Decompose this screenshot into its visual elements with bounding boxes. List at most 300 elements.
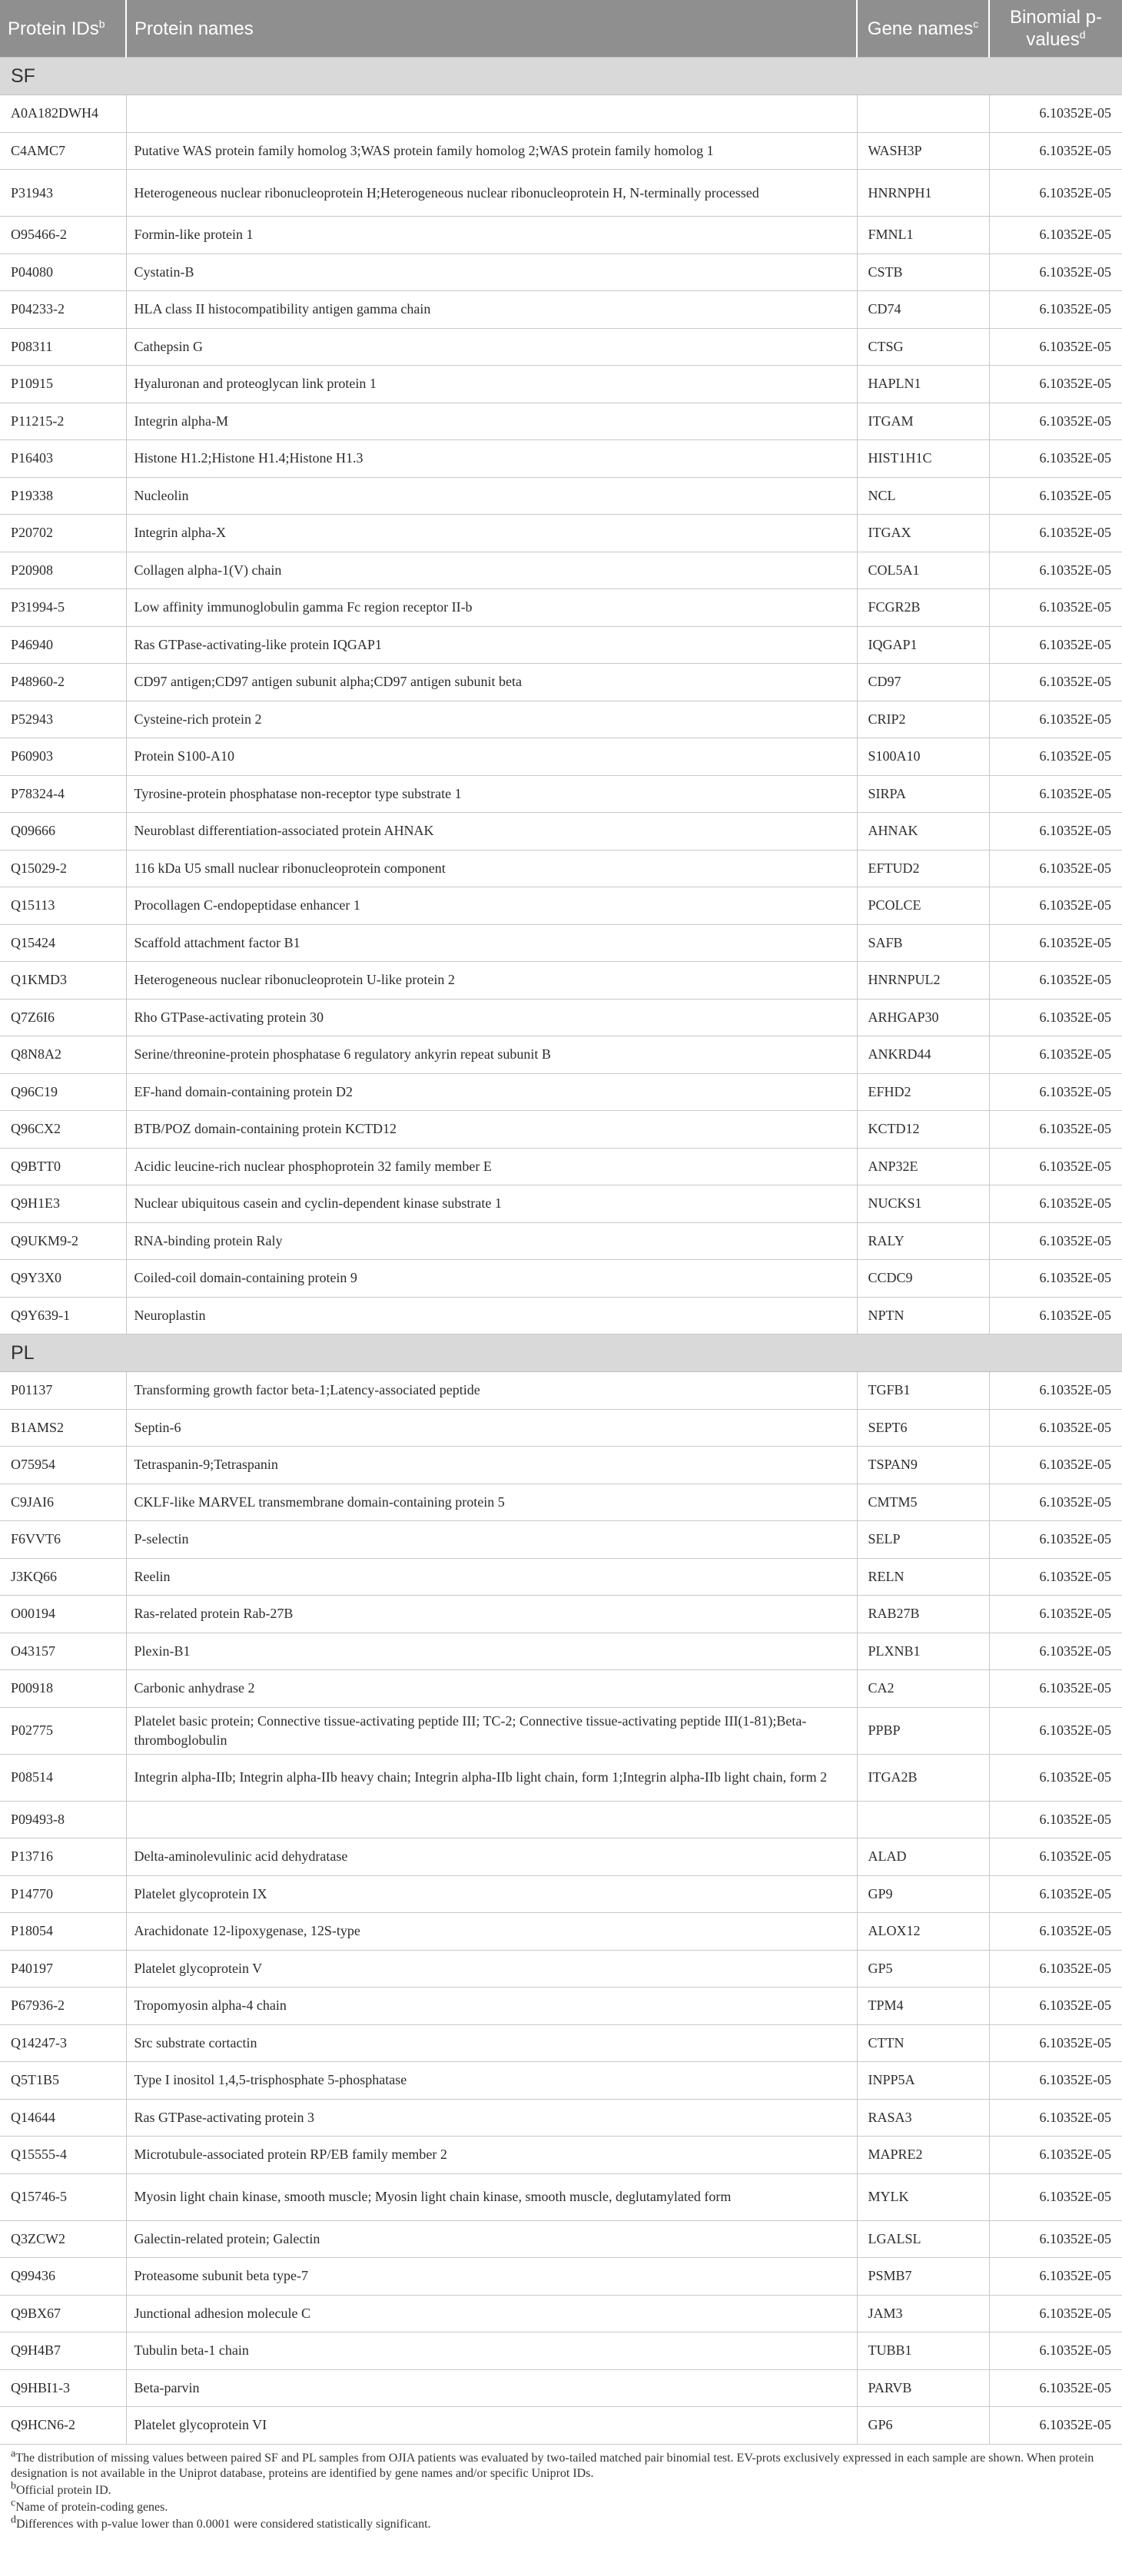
table-row xyxy=(0,1148,1122,1185)
p-value-cell: 6.10352E-05 xyxy=(989,477,1122,515)
gene-name-cell: HIST1H1C xyxy=(857,440,989,478)
header-binomial-p-values: Binomial p-values$^d$ xyxy=(989,0,1122,58)
table-row xyxy=(0,1913,1122,1951)
protein-id-cell: P04233-2 xyxy=(0,291,126,329)
p-value-cell: 6.10352E-05 xyxy=(989,1913,1122,1951)
table-row xyxy=(0,2295,1122,2332)
table-row xyxy=(0,626,1122,664)
protein-id-cell: F6VVT6 xyxy=(0,1521,126,1559)
table-row xyxy=(0,1111,1122,1149)
gene-name-cell: RASA3 xyxy=(857,2099,989,2137)
gene-name-cell: ITGAX xyxy=(857,515,989,552)
p-value-cell: 6.10352E-05 xyxy=(989,366,1122,403)
protein-id-cell: Q14247-3 xyxy=(0,2024,126,2062)
protein-id-cell: P14770 xyxy=(0,1875,126,1913)
protein-name-cell: Platelet glycoprotein IX xyxy=(126,1875,857,1913)
header-protein-ids: Protein IDs$^b$ xyxy=(0,0,126,58)
gene-name-cell: CRIP2 xyxy=(857,701,989,738)
table-row xyxy=(0,1185,1122,1223)
gene-name-cell: GP9 xyxy=(857,1875,989,1913)
footnote-mark: b xyxy=(11,2480,16,2492)
table-row xyxy=(0,1707,1122,1754)
gene-name-cell: INPP5A xyxy=(857,2062,989,2100)
p-value-cell: 6.10352E-05 xyxy=(989,1838,1122,1876)
table-row xyxy=(0,440,1122,478)
p-value-cell: 6.10352E-05 xyxy=(989,1521,1122,1559)
protein-id-cell: O43157 xyxy=(0,1633,126,1670)
p-value-cell: 6.10352E-05 xyxy=(989,2062,1122,2100)
protein-name-cell: Cystatin-B xyxy=(126,254,857,291)
table-row xyxy=(0,366,1122,403)
p-value-cell: 6.10352E-05 xyxy=(989,1297,1122,1334)
gene-name-cell: CSTB xyxy=(857,254,989,291)
table-row xyxy=(0,738,1122,776)
protein-id-cell: Q09666 xyxy=(0,813,126,850)
p-value-cell: 6.10352E-05 xyxy=(989,2258,1122,2296)
table-row xyxy=(0,2062,1122,2100)
protein-name-cell xyxy=(126,95,857,133)
footnote-text: Official protein ID. xyxy=(16,2483,111,2497)
table-row xyxy=(0,1260,1122,1298)
p-value-cell: 6.10352E-05 xyxy=(989,2332,1122,2370)
protein-id-cell: Q1KMD3 xyxy=(0,962,126,1000)
protein-id-cell: Q15113 xyxy=(0,887,126,925)
protein-id-cell: P18054 xyxy=(0,1913,126,1951)
gene-name-cell: FCGR2B xyxy=(857,589,989,627)
protein-name-cell: Junctional adhesion molecule C xyxy=(126,2295,857,2332)
gene-name-cell: ANKRD44 xyxy=(857,1036,989,1074)
gene-name-cell: KCTD12 xyxy=(857,1111,989,1149)
protein-id-cell: Q9BX67 xyxy=(0,2295,126,2332)
gene-name-cell: TGFB1 xyxy=(857,1372,989,1410)
protein-id-cell: P00918 xyxy=(0,1670,126,1708)
protein-name-cell: Myosin light chain kinase, smooth muscle; Myosin light chain kinase, smooth muscle, deglutamylated form xyxy=(126,2173,857,2220)
protein-name-cell xyxy=(126,1801,857,1838)
gene-name-cell: PARVB xyxy=(857,2369,989,2407)
protein-name-cell: Ras GTPase-activating-like protein IQGAP1 xyxy=(126,626,857,664)
table-row xyxy=(0,2369,1122,2407)
protein-name-cell: 116 kDa U5 small nuclear ribonucleoprotein component xyxy=(126,850,857,887)
table-row xyxy=(0,1633,1122,1670)
table-row xyxy=(0,552,1122,589)
p-value-cell: 6.10352E-05 xyxy=(989,813,1122,850)
protein-name-cell: Heterogeneous nuclear ribonucleoprotein H;Heterogeneous nuclear ribonucleoprotein H, N-terminally processed xyxy=(126,170,857,217)
protein-id-cell: P60903 xyxy=(0,738,126,776)
p-value-cell: 6.10352E-05 xyxy=(989,403,1122,440)
protein-name-cell: Rho GTPase-activating protein 30 xyxy=(126,999,857,1036)
gene-name-cell: PSMB7 xyxy=(857,2258,989,2296)
protein-id-cell: Q9Y3X0 xyxy=(0,1260,126,1298)
protein-id-cell: P20908 xyxy=(0,552,126,589)
p-value-cell: 6.10352E-05 xyxy=(989,1260,1122,1298)
protein-name-cell: Hyaluronan and proteoglycan link protein 1 xyxy=(126,366,857,403)
gene-name-cell: TPM4 xyxy=(857,1988,989,2025)
gene-name-cell: ARHGAP30 xyxy=(857,999,989,1036)
gene-name-cell: PLXNB1 xyxy=(857,1633,989,1670)
protein-id-cell: P78324-4 xyxy=(0,775,126,813)
table-header xyxy=(0,0,1122,58)
p-value-cell: 6.10352E-05 xyxy=(989,1558,1122,1596)
table-row xyxy=(0,403,1122,440)
table-row xyxy=(0,1838,1122,1876)
p-value-cell: 6.10352E-05 xyxy=(989,1596,1122,1633)
gene-name-cell: CCDC9 xyxy=(857,1260,989,1298)
p-value-cell: 6.10352E-05 xyxy=(989,2137,1122,2174)
protein-name-cell: Neuroplastin xyxy=(126,1297,857,1334)
gene-name-cell: SEPT6 xyxy=(857,1409,989,1447)
protein-name-cell: P-selectin xyxy=(126,1521,857,1559)
p-value-cell: 6.10352E-05 xyxy=(989,1148,1122,1185)
p-value-cell: 6.10352E-05 xyxy=(989,2173,1122,2220)
gene-name-cell: FMNL1 xyxy=(857,217,989,254)
table-row xyxy=(0,850,1122,887)
protein-id-cell: Q14644 xyxy=(0,2099,126,2137)
protein-name-cell: Beta-parvin xyxy=(126,2369,857,2407)
protein-name-cell: Formin-like protein 1 xyxy=(126,217,857,254)
p-value-cell: 6.10352E-05 xyxy=(989,552,1122,589)
gene-name-cell: NCL xyxy=(857,477,989,515)
p-value-cell: 6.10352E-05 xyxy=(989,589,1122,627)
protein-id-cell: Q9UKM9-2 xyxy=(0,1222,126,1260)
protein-name-cell: Platelet basic protein; Connective tissue-activating peptide III; TC-2; Connective tissue-activating peptide III(1-81);Beta-thromboglobulin xyxy=(126,1707,857,1754)
table-row xyxy=(0,664,1122,701)
section-row-pl xyxy=(0,1334,1122,1372)
p-value-cell: 6.10352E-05 xyxy=(989,2295,1122,2332)
footnote-text: Differences with p-value lower than 0.0001 were considered statistically significant. xyxy=(16,2517,431,2531)
gene-name-cell: EFHD2 xyxy=(857,1073,989,1111)
p-value-cell: 6.10352E-05 xyxy=(989,1111,1122,1149)
p-value-cell: 6.10352E-05 xyxy=(989,1875,1122,1913)
protein-name-cell: Src substrate cortactin xyxy=(126,2024,857,2062)
protein-name-cell: Integrin alpha-IIb; Integrin alpha-IIb heavy chain; Integrin alpha-IIb light chain, form 1;Integrin alpha-IIb light chain, form 2 xyxy=(126,1754,857,1801)
table-row xyxy=(0,1484,1122,1521)
protein-id-cell: O75954 xyxy=(0,1447,126,1484)
protein-id-cell: P04080 xyxy=(0,254,126,291)
table-row xyxy=(0,477,1122,515)
protein-id-cell: O00194 xyxy=(0,1596,126,1633)
table-row xyxy=(0,1409,1122,1447)
p-value-cell: 6.10352E-05 xyxy=(989,254,1122,291)
protein-id-cell: C4AMC7 xyxy=(0,132,126,170)
protein-id-cell: P09493-8 xyxy=(0,1801,126,1838)
gene-name-cell: GP6 xyxy=(857,2407,989,2445)
protein-name-cell: Histone H1.2;Histone H1.4;Histone H1.3 xyxy=(126,440,857,478)
section-label: PL xyxy=(0,1334,1122,1372)
table-row xyxy=(0,1670,1122,1708)
protein-name-cell: Cysteine-rich protein 2 xyxy=(126,701,857,738)
protein-id-cell: P52943 xyxy=(0,701,126,738)
section-row-sf xyxy=(0,58,1122,95)
p-value-cell: 6.10352E-05 xyxy=(989,1447,1122,1484)
gene-name-cell: HAPLN1 xyxy=(857,366,989,403)
protein-id-cell: P46940 xyxy=(0,626,126,664)
gene-name-cell: AHNAK xyxy=(857,813,989,850)
table-row xyxy=(0,95,1122,133)
protein-id-cell: Q7Z6I6 xyxy=(0,999,126,1036)
gene-name-cell xyxy=(857,95,989,133)
p-value-cell: 6.10352E-05 xyxy=(989,1754,1122,1801)
table-row xyxy=(0,1372,1122,1410)
protein-id-cell: Q9H4B7 xyxy=(0,2332,126,2370)
gene-name-cell: ITGAM xyxy=(857,403,989,440)
protein-id-cell: Q15029-2 xyxy=(0,850,126,887)
footnote xyxy=(11,2497,1111,2515)
p-value-cell: 6.10352E-05 xyxy=(989,1950,1122,1988)
footnote-text: Name of protein-coding genes. xyxy=(15,2500,168,2514)
protein-name-cell: Integrin alpha-M xyxy=(126,403,857,440)
protein-id-cell: P20702 xyxy=(0,515,126,552)
p-value-cell: 6.10352E-05 xyxy=(989,1484,1122,1521)
table-row xyxy=(0,1875,1122,1913)
protein-name-cell: Platelet glycoprotein VI xyxy=(126,2407,857,2445)
table-row xyxy=(0,924,1122,962)
table-row xyxy=(0,291,1122,329)
p-value-cell: 6.10352E-05 xyxy=(989,924,1122,962)
table-row xyxy=(0,1988,1122,2025)
gene-name-cell: SIRPA xyxy=(857,775,989,813)
p-value-cell: 6.10352E-05 xyxy=(989,1372,1122,1410)
footnote-mark: c xyxy=(11,2497,16,2509)
footnote-mark: d xyxy=(11,2514,16,2526)
p-value-cell: 6.10352E-05 xyxy=(989,962,1122,1000)
protein-id-cell: Q96C19 xyxy=(0,1073,126,1111)
protein-name-cell: Carbonic anhydrase 2 xyxy=(126,1670,857,1708)
p-value-cell: 6.10352E-05 xyxy=(989,887,1122,925)
protein-name-cell: Collagen alpha-1(V) chain xyxy=(126,552,857,589)
protein-name-cell: Nucleolin xyxy=(126,477,857,515)
section-label: SF xyxy=(0,58,1122,95)
p-value-cell: 6.10352E-05 xyxy=(989,1036,1122,1074)
protein-name-cell: Transforming growth factor beta-1;Latency-associated peptide xyxy=(126,1372,857,1410)
protein-id-cell: O95466-2 xyxy=(0,217,126,254)
p-value-cell: 6.10352E-05 xyxy=(989,701,1122,738)
p-value-cell: 6.10352E-05 xyxy=(989,738,1122,776)
protein-name-cell: Cathepsin G xyxy=(126,328,857,366)
table-row xyxy=(0,962,1122,1000)
table-row xyxy=(0,1297,1122,1334)
gene-name-cell: TSPAN9 xyxy=(857,1447,989,1484)
p-value-cell: 6.10352E-05 xyxy=(989,132,1122,170)
gene-name-cell: LGALSL xyxy=(857,2220,989,2258)
gene-name-cell: GP5 xyxy=(857,1950,989,1988)
table-row xyxy=(0,1950,1122,1988)
protein-id-cell: P02775 xyxy=(0,1707,126,1754)
gene-name-cell: COL5A1 xyxy=(857,552,989,589)
gene-name-cell: JAM3 xyxy=(857,2295,989,2332)
protein-name-cell: RNA-binding protein Raly xyxy=(126,1222,857,1260)
table-row xyxy=(0,1801,1122,1838)
protein-name-cell: Nuclear ubiquitous casein and cyclin-dependent kinase substrate 1 xyxy=(126,1185,857,1223)
p-value-cell: 6.10352E-05 xyxy=(989,1670,1122,1708)
footnote-text: The distribution of missing values between paired SF and PL samples from OJIA patients was evaluated by two-tailed matched pair binomial test. EV-prots exclusively expressed in each sample are shown. When protein designation is not available in the Uniprot database, proteins are identified by gene names and/or specific Uniprot IDs. xyxy=(11,2451,1094,2480)
protein-name-cell: Procollagen C-endopeptidase enhancer 1 xyxy=(126,887,857,925)
protein-name-cell: Reelin xyxy=(126,1558,857,1596)
p-value-cell: 6.10352E-05 xyxy=(989,1222,1122,1260)
protein-name-cell: Neuroblast differentiation-associated protein AHNAK xyxy=(126,813,857,850)
protein-id-cell: Q9BTT0 xyxy=(0,1148,126,1185)
protein-name-cell: Protein S100-A10 xyxy=(126,738,857,776)
protein-id-cell: P08514 xyxy=(0,1754,126,1801)
protein-name-cell: Septin-6 xyxy=(126,1409,857,1447)
p-value-cell: 6.10352E-05 xyxy=(989,95,1122,133)
protein-name-cell: Delta-aminolevulinic acid dehydratase xyxy=(126,1838,857,1876)
gene-name-cell: ANP32E xyxy=(857,1148,989,1185)
protein-name-cell: Microtubule-associated protein RP/EB family member 2 xyxy=(126,2137,857,2174)
gene-name-cell: ALOX12 xyxy=(857,1913,989,1951)
p-value-cell: 6.10352E-05 xyxy=(989,2369,1122,2407)
p-value-cell: 6.10352E-05 xyxy=(989,1801,1122,1838)
table-row xyxy=(0,515,1122,552)
table-row xyxy=(0,2173,1122,2220)
protein-name-cell: Platelet glycoprotein V xyxy=(126,1950,857,1988)
p-value-cell: 6.10352E-05 xyxy=(989,217,1122,254)
table-row xyxy=(0,1447,1122,1484)
protein-name-cell: Plexin-B1 xyxy=(126,1633,857,1670)
protein-id-cell: Q15555-4 xyxy=(0,2137,126,2174)
footnote xyxy=(11,2514,1111,2532)
table-row xyxy=(0,170,1122,217)
protein-id-cell: P11215-2 xyxy=(0,403,126,440)
protein-name-cell: Scaffold attachment factor B1 xyxy=(126,924,857,962)
gene-name-cell: RELN xyxy=(857,1558,989,1596)
gene-name-cell: TUBB1 xyxy=(857,2332,989,2370)
p-value-cell: 6.10352E-05 xyxy=(989,2099,1122,2137)
table-row xyxy=(0,1596,1122,1633)
protein-name-cell: CD97 antigen;CD97 antigen subunit alpha;CD97 antigen subunit beta xyxy=(126,664,857,701)
gene-name-cell: CD74 xyxy=(857,291,989,329)
protein-name-cell: Ras GTPase-activating protein 3 xyxy=(126,2099,857,2137)
gene-name-cell: HNRNPH1 xyxy=(857,170,989,217)
protein-id-cell: P01137 xyxy=(0,1372,126,1410)
table-row xyxy=(0,2137,1122,2174)
table-row xyxy=(0,1036,1122,1074)
table-row xyxy=(0,775,1122,813)
protein-name-cell: Type I inositol 1,4,5-trisphosphate 5-phosphatase xyxy=(126,2062,857,2100)
protein-name-cell: Proteasome subunit beta type-7 xyxy=(126,2258,857,2296)
table-row xyxy=(0,2332,1122,2370)
p-value-cell: 6.10352E-05 xyxy=(989,2220,1122,2258)
protein-id-cell: C9JAI6 xyxy=(0,1484,126,1521)
p-value-cell: 6.10352E-05 xyxy=(989,2407,1122,2445)
protein-id-cell: Q9HCN6-2 xyxy=(0,2407,126,2445)
protein-id-cell: P16403 xyxy=(0,440,126,478)
table-row xyxy=(0,1073,1122,1111)
table-row xyxy=(0,2407,1122,2445)
p-value-cell: 6.10352E-05 xyxy=(989,1185,1122,1223)
protein-name-cell: Acidic leucine-rich nuclear phosphoprotein 32 family member E xyxy=(126,1148,857,1185)
gene-name-cell: CTSG xyxy=(857,328,989,366)
gene-name-cell xyxy=(857,1801,989,1838)
gene-name-cell: SELP xyxy=(857,1521,989,1559)
protein-name-cell: HLA class II histocompatibility antigen gamma chain xyxy=(126,291,857,329)
table-row xyxy=(0,1558,1122,1596)
p-value-cell: 6.10352E-05 xyxy=(989,1633,1122,1670)
gene-name-cell: ALAD xyxy=(857,1838,989,1876)
protein-name-cell: CKLF-like MARVEL transmembrane domain-containing protein 5 xyxy=(126,1484,857,1521)
gene-name-cell: NUCKS1 xyxy=(857,1185,989,1223)
footnote xyxy=(11,2448,1111,2482)
table-row xyxy=(0,2099,1122,2137)
p-value-cell: 6.10352E-05 xyxy=(989,626,1122,664)
protein-name-cell: Putative WAS protein family homolog 3;WAS protein family homolog 2;WAS protein family homolog 1 xyxy=(126,132,857,170)
table-row xyxy=(0,1222,1122,1260)
p-value-cell: 6.10352E-05 xyxy=(989,1073,1122,1111)
p-value-cell: 6.10352E-05 xyxy=(989,1409,1122,1447)
table-row xyxy=(0,254,1122,291)
protein-id-cell: P13716 xyxy=(0,1838,126,1876)
protein-id-cell: Q99436 xyxy=(0,2258,126,2296)
protein-name-cell: Integrin alpha-X xyxy=(126,515,857,552)
protein-id-cell: B1AMS2 xyxy=(0,1409,126,1447)
footnote-mark: a xyxy=(11,2448,16,2460)
protein-name-cell: Low affinity immunoglobulin gamma Fc region receptor II-b xyxy=(126,589,857,627)
protein-name-cell: Tubulin beta-1 chain xyxy=(126,2332,857,2370)
table-row xyxy=(0,813,1122,850)
protein-id-cell: P31994-5 xyxy=(0,589,126,627)
header-gene-names: Gene names$^c$ xyxy=(857,0,989,58)
p-value-cell: 6.10352E-05 xyxy=(989,440,1122,478)
protein-id-cell: Q9Y639-1 xyxy=(0,1297,126,1334)
protein-name-cell: Galectin-related protein; Galectin xyxy=(126,2220,857,2258)
p-value-cell: 6.10352E-05 xyxy=(989,328,1122,366)
protein-id-cell: P40197 xyxy=(0,1950,126,1988)
gene-name-cell: CMTM5 xyxy=(857,1484,989,1521)
protein-id-cell: Q8N8A2 xyxy=(0,1036,126,1074)
table-row xyxy=(0,887,1122,925)
protein-name-cell: Tropomyosin alpha-4 chain xyxy=(126,1988,857,2025)
protein-id-cell: P67936-2 xyxy=(0,1988,126,2025)
table-row xyxy=(0,701,1122,738)
protein-id-cell: P08311 xyxy=(0,328,126,366)
gene-name-cell: SAFB xyxy=(857,924,989,962)
gene-name-cell: NPTN xyxy=(857,1297,989,1334)
table-row xyxy=(0,999,1122,1036)
gene-name-cell: RAB27B xyxy=(857,1596,989,1633)
p-value-cell: 6.10352E-05 xyxy=(989,850,1122,887)
gene-name-cell: CTTN xyxy=(857,2024,989,2062)
protein-name-cell: Ras-related protein Rab-27B xyxy=(126,1596,857,1633)
protein-name-cell: BTB/POZ domain-containing protein KCTD12 xyxy=(126,1111,857,1149)
gene-name-cell: WASH3P xyxy=(857,132,989,170)
protein-id-cell: Q5T1B5 xyxy=(0,2062,126,2100)
gene-name-cell: MAPRE2 xyxy=(857,2137,989,2174)
protein-name-cell: Coiled-coil domain-containing protein 9 xyxy=(126,1260,857,1298)
protein-id-cell: P10915 xyxy=(0,366,126,403)
p-value-cell: 6.10352E-05 xyxy=(989,1988,1122,2025)
table-row xyxy=(0,217,1122,254)
protein-id-cell: Q3ZCW2 xyxy=(0,2220,126,2258)
protein-name-cell: EF-hand domain-containing protein D2 xyxy=(126,1073,857,1111)
protein-id-cell: P48960-2 xyxy=(0,664,126,701)
gene-name-cell: S100A10 xyxy=(857,738,989,776)
table-row xyxy=(0,2258,1122,2296)
gene-name-cell: RALY xyxy=(857,1222,989,1260)
protein-id-cell: J3KQ66 xyxy=(0,1558,126,1596)
protein-name-cell: Arachidonate 12-lipoxygenase, 12S-type xyxy=(126,1913,857,1951)
protein-name-cell: Serine/threonine-protein phosphatase 6 regulatory ankyrin repeat subunit B xyxy=(126,1036,857,1074)
table-row xyxy=(0,589,1122,627)
protein-id-cell: Q15746-5 xyxy=(0,2173,126,2220)
protein-id-cell: Q9HBI1-3 xyxy=(0,2369,126,2407)
protein-id-cell: Q9H1E3 xyxy=(0,1185,126,1223)
gene-name-cell: PPBP xyxy=(857,1707,989,1754)
gene-name-cell: MYLK xyxy=(857,2173,989,2220)
protein-id-cell: Q96CX2 xyxy=(0,1111,126,1149)
p-value-cell: 6.10352E-05 xyxy=(989,664,1122,701)
table-row xyxy=(0,2220,1122,2258)
protein-name-cell: Tyrosine-protein phosphatase non-receptor type substrate 1 xyxy=(126,775,857,813)
gene-name-cell: HNRNPUL2 xyxy=(857,962,989,1000)
